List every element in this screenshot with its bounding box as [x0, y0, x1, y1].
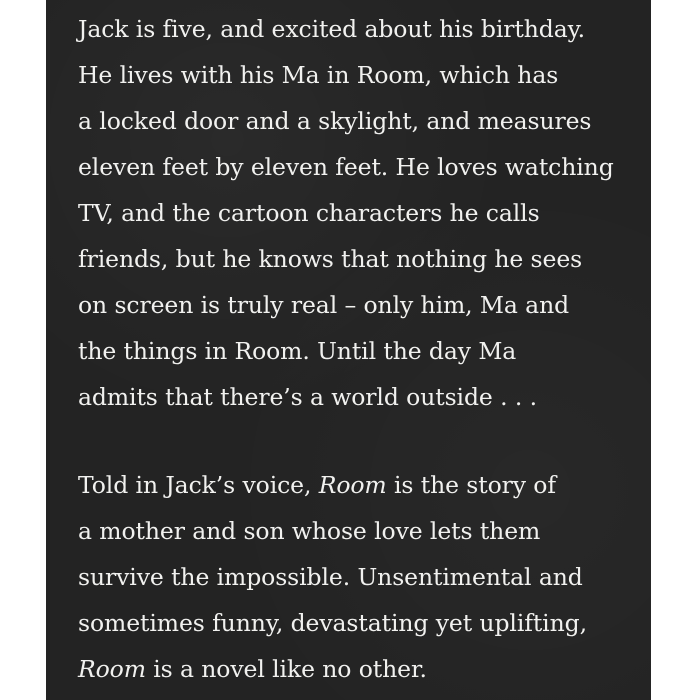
- blurb-text: is a novel like no other.: [145, 655, 427, 683]
- blurb-line: He lives with his Ma in Room, which has: [78, 61, 559, 89]
- blurb-line: TV, and the cartoon characters he calls: [78, 199, 540, 227]
- blurb-line: Jack is five, and excited about his birthday.: [78, 15, 586, 43]
- book-back-cover: [46, 0, 651, 700]
- blurb-line: friends, but he knows that nothing he sees: [78, 245, 583, 273]
- book-title-italic: Room: [78, 655, 146, 683]
- blurb-text: Told in Jack’s voice,: [78, 471, 319, 499]
- blurb-line: survive the impossible. Unsentimental and: [78, 563, 583, 591]
- blurb-line: the things in Room. Until the day Ma: [78, 337, 517, 365]
- blurb-text: is the story of: [386, 471, 556, 499]
- blurb-line: [78, 646, 643, 692]
- blurb-line: eleven feet by eleven feet. He loves watching: [78, 153, 614, 181]
- blurb-line: a mother and son whose love lets them: [78, 517, 541, 545]
- blurb-paragraph-1: [78, 6, 643, 420]
- book-title-italic: Room: [318, 471, 387, 499]
- blurb-paragraph-2: [78, 462, 643, 692]
- blurb-line: on screen is truly real – only him, Ma and: [78, 291, 570, 319]
- blurb-line: sometimes funny, devastating yet uplifting,: [78, 609, 587, 637]
- blurb-line: admits that there’s a world outside . . .: [78, 383, 537, 411]
- blurb-line: [78, 462, 643, 508]
- blurb-line: a locked door and a skylight, and measures: [78, 107, 592, 135]
